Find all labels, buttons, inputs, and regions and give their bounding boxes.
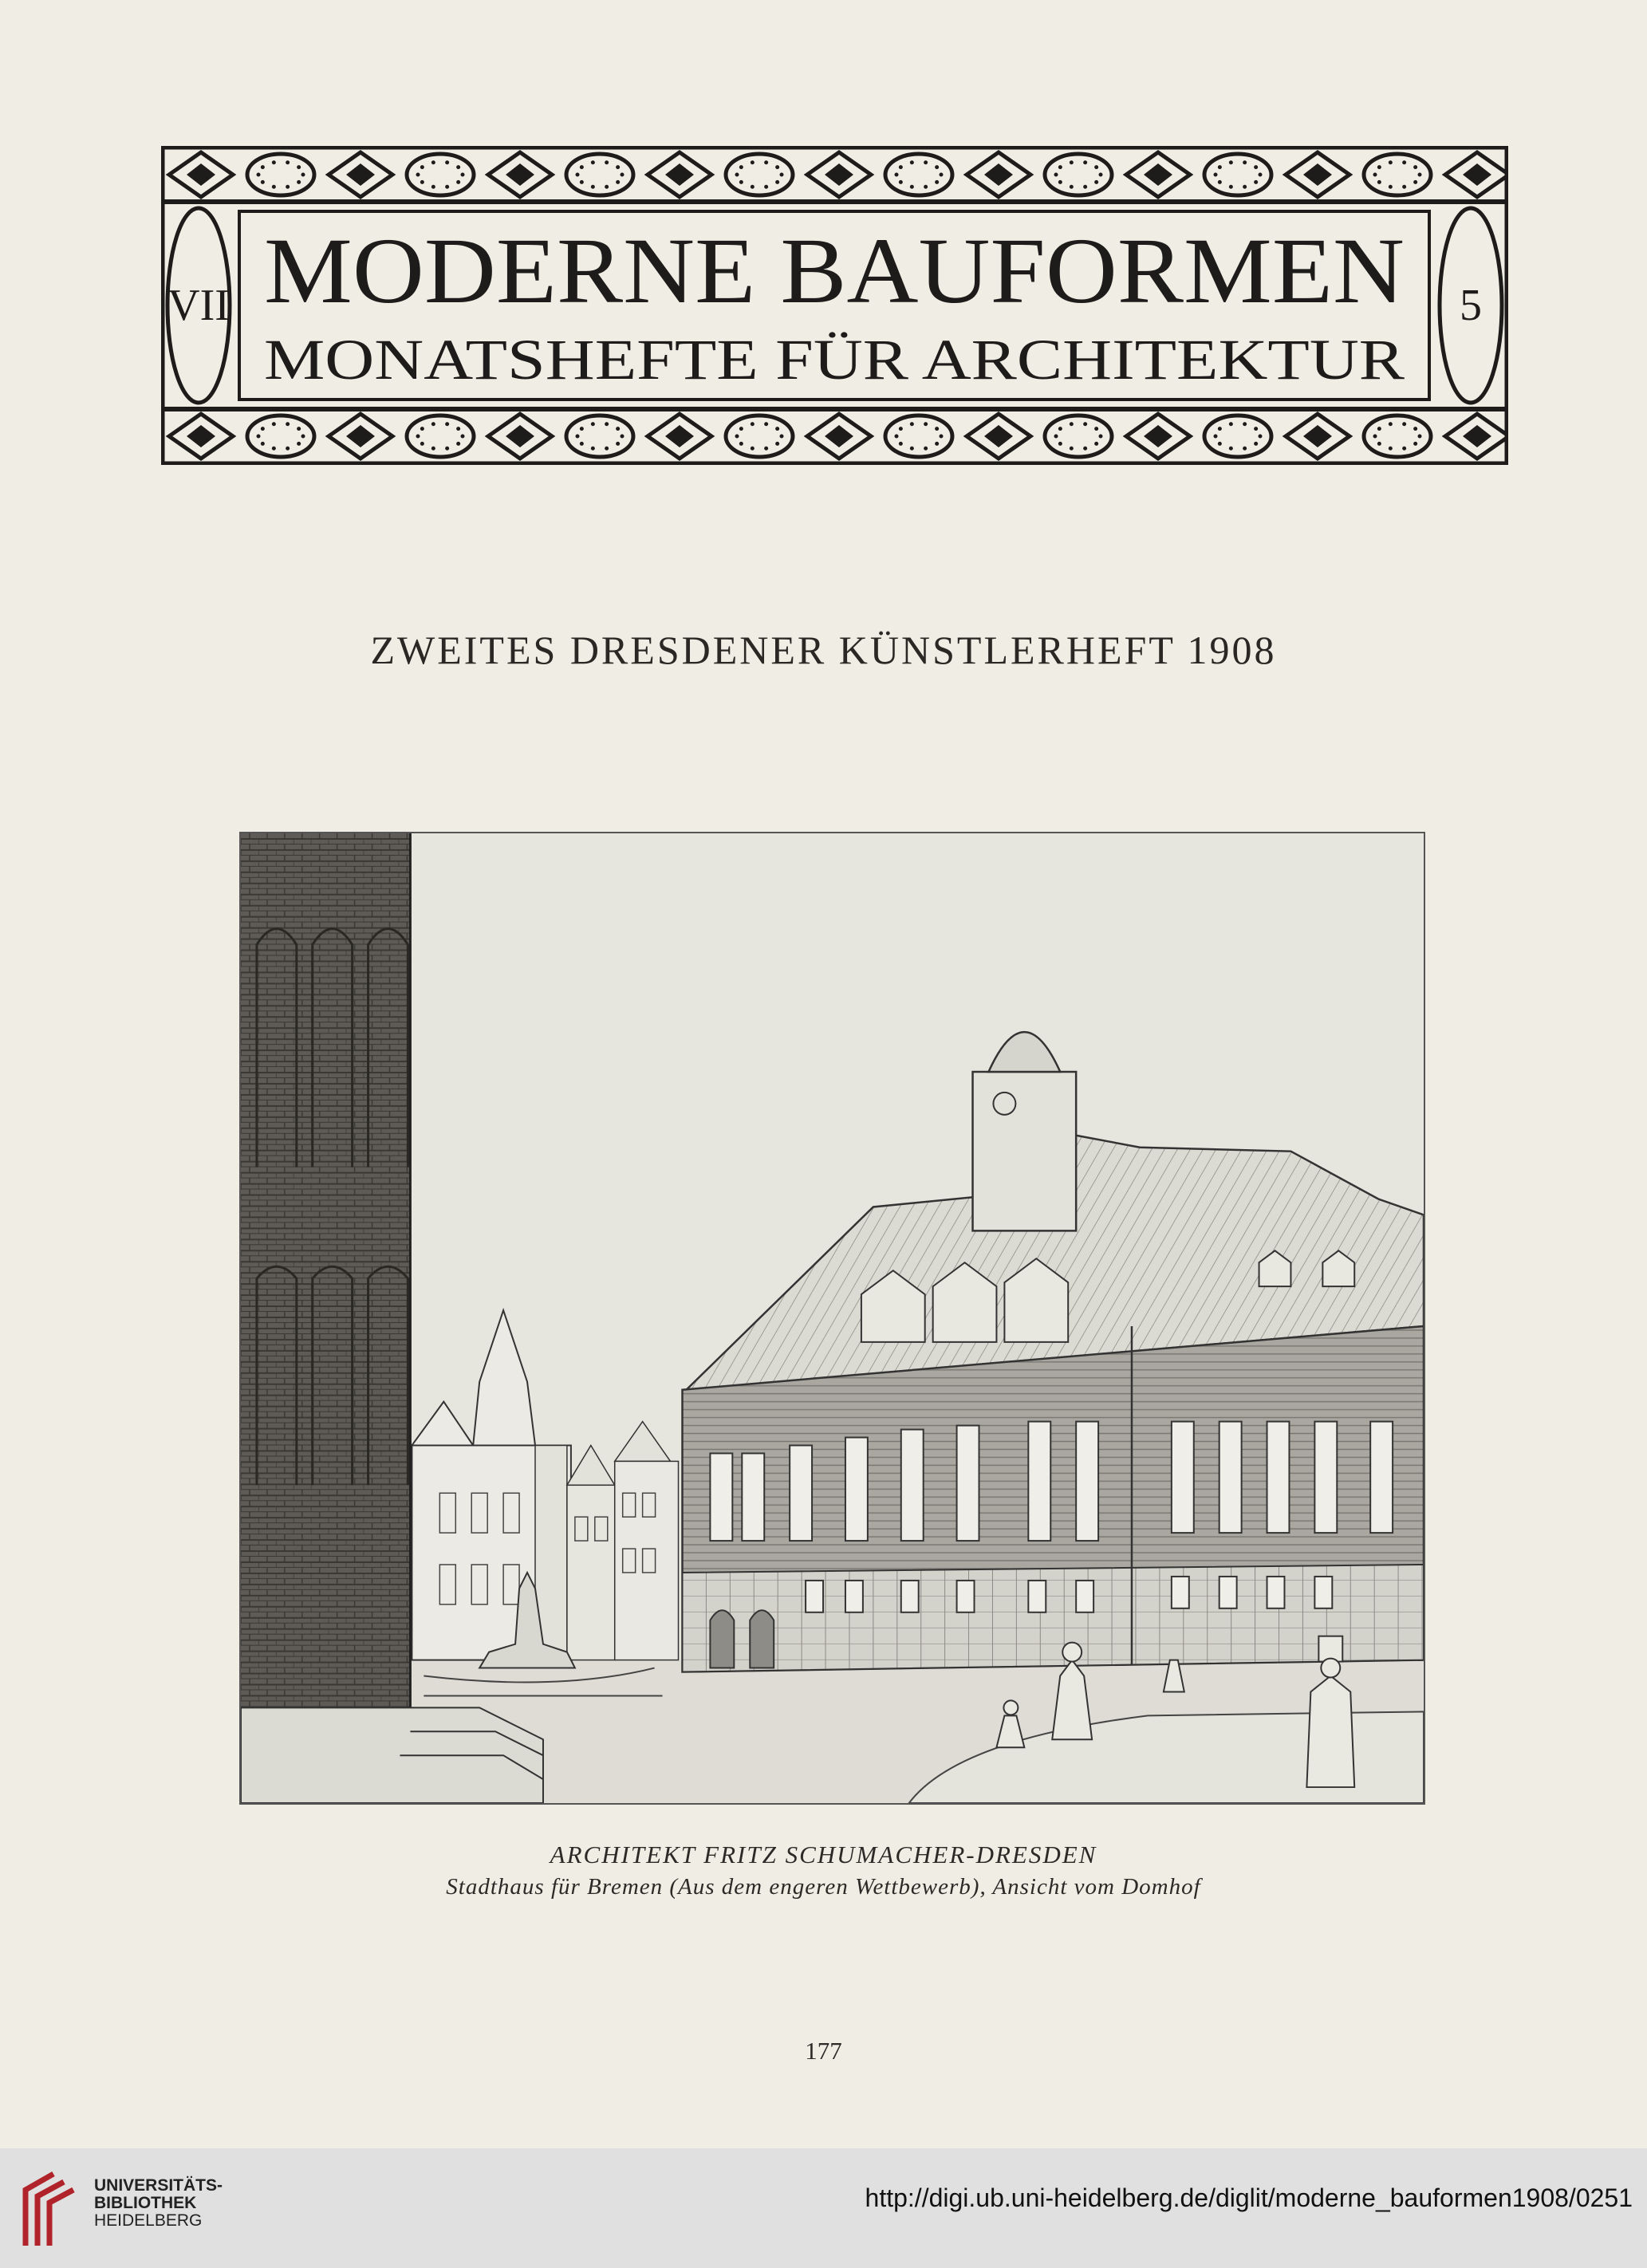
source-url-link[interactable]: http://digi.ub.uni-heidelberg.de/diglit/moderne_bauformen1908/0251: [865, 2183, 1633, 2212]
library-line-2: BIBLIOTHEK: [94, 2194, 197, 2212]
caption-architect: ARCHITEKT FRITZ SCHUMACHER-DRESDEN: [550, 1841, 1097, 1868]
library-logo-icon: [18, 2166, 91, 2254]
issue-number: 5: [1460, 281, 1482, 330]
issue-heading: ZWEITES DRESDENER KÜNSTLERHEFT 1908: [370, 628, 1277, 672]
journal-title: MODERNE BAUFORMEN: [264, 219, 1405, 323]
library-line-1: UNIVERSITÄTS-: [94, 2176, 223, 2195]
library-line-3: HEIDELBERG: [94, 2211, 203, 2230]
footer-bar: [0, 2148, 1647, 2268]
masthead: [161, 146, 1508, 465]
architectural-illustration: [239, 832, 1425, 1805]
page-number: 177: [805, 2037, 842, 2065]
library-name: [94, 2177, 223, 2230]
caption-description: Stadthaus für Bremen (Aus dem engeren Wettbewerb), Ansicht vom Domhof: [446, 1874, 1201, 1900]
volume-number: VII: [167, 281, 230, 330]
journal-subtitle: MONATSHEFTE FÜR ARCHITEKTUR: [264, 328, 1405, 392]
